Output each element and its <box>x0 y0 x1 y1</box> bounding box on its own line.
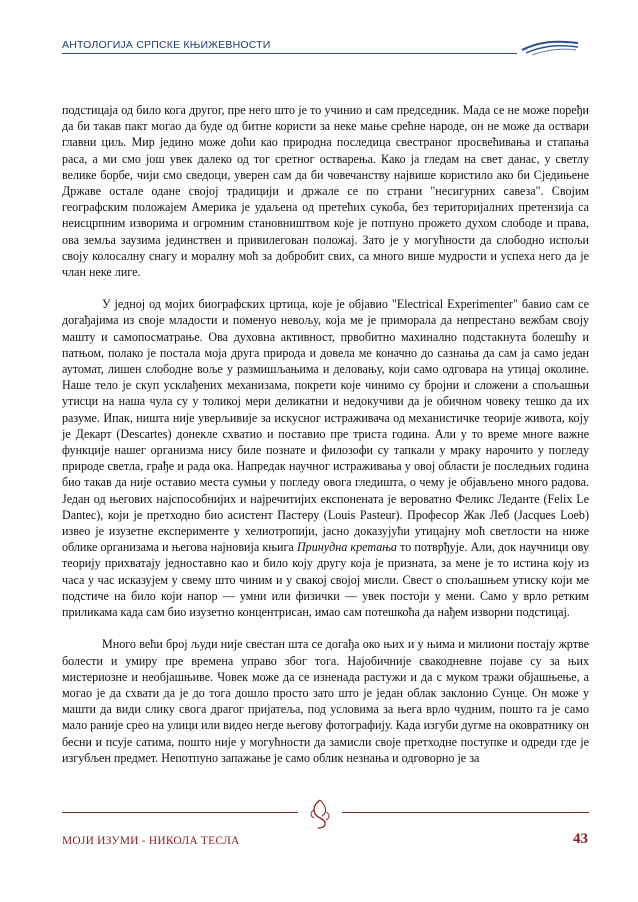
footer-rule <box>62 812 298 813</box>
body-text <box>62 102 589 766</box>
footer-rule <box>342 812 589 813</box>
page-number: 43 <box>573 831 588 847</box>
book-title: Принудна кретања <box>296 540 397 555</box>
paragraph-text: то потврђује. Али, док научници ову теорију прихватају једноставно као и било коју другу која је призната, за мене је то истина коју из часа у час исказујем у свему што чиним и у свакој својој мисли. Свест о спољашњем утиску који ме подстиче на било који напор — умни или физички — увек постоји у мени. Само у врло ретким приликама када сам био изузетно концентрисан, имао сам потешкоћа да нађем изворни подстицај. <box>62 540 589 620</box>
wave-ornament-icon <box>520 34 580 56</box>
running-footer: МОЈИ ИЗУМИ - НИКОЛА ТЕСЛА <box>62 835 240 847</box>
running-header: АНТОЛОГИЈА СРПСКЕ КЊИЖЕВНОСТИ <box>62 39 271 51</box>
flourish-ornament-icon <box>304 796 336 832</box>
paragraph: подстицаја од било кога другог, пре него што је то учинио и сам председник. Мада се не може поређи да би такав пакт могао да буде од битне користи за неке мање срећне народе, он не може да оствари главни циљ. Мир једино може доћи као природна последица свестраног просвећивања и стапања раса, а ми смо још увек далеко од тог сретног остварења. Како ја гледам на свет данас, у светлу велике борбе, чији смо сведоци, уверен сам да би човечанству највише користило ако би Сједињене Државе остале одане својој традицији и држале се по страни "несигурних савеза". Својим географским положајем Америка је удаљена од претећих сукоба, без територијалних претензија са неисцрпним изворима и огромним становништвом које је потпуно прожето духом слободе и права, ова земља заузима јединствен и привилегован положај. Зато је у могућности да слободно испољи своју колосалну снагу и моралну моћ за добробит свих, са много више мудрости и успеха него да је члан неке лиге. <box>62 103 589 280</box>
header-rule <box>62 53 517 54</box>
paragraph <box>62 296 589 620</box>
paragraph-text: У једној од мојих биографских цртица, које је објавио "Electrical Experimenter" бавио сам се догађајима из своје младости и поменуо невољу, која ме је приморала да непрестано вежбам своју машту и самопосматрање. Ова духовна активност, првобитно махинално подстакнута болешћу и патњом, полако је постала моја друга природа и довела ме коначно до сазнања да сам ја само један аутомат, лишен слободне воље у размишљањима и деловању, који само одговара на утицај околине. Наше тело је скуп усклађених механизама, покрети које чинимо су бројни и сложени а спољашњи утисци на наша чула су у толикој мери деликатни и недокучиви да је обичном човеку тешко да их разуме. Ипак, ништа није уверљивије за искусног истраживача од механистичке теорије живота, коју је Декарт (Descartes) донекле схватио и поставио пре триста година. Али у то време многе важне функције нашег организма нису биле познате и филозофи су тапкали у мраку нарочито у погледу природе светла, грађе и рада ока. Напредак научног истраживања у овој области је последњих година био такав да није оставио места сумњи у погледу овога гледишта, о чему је објављено много радова. Један од његових најспособнијих и најречитијих експонената је вероватно Феликс Леданте (Felix Le Dantec), који је претходно био асистент Пастеру (Louis Pasteur). Професор Жак Леб (Jacques Loeb) извео је изузетне експерименте у хелиотропији, јасно доказујући утицајну моћ светлости на ниже облике организама и његова најновија књига <box>62 297 589 555</box>
paragraph: Много већи број људи није свестан шта се догађа око њих и у њима и милиони постају жртве болести и умиру пре времена управо због тога. Најобичније свакодневне појаве су за њих мистериозне и необјашњиве. Човек може да се изненада растужи и да с муком тражи објашњење, а могао је да схвати да је до тога дошло просто зато што је један облак заклонио Сунце. Он може у машти да види слику свога драгог пријатеља, под условима за њега врло чудним, пошто га је само мало раније срео на улици или видео негде његову фотографију. Када изгуби дугме на оковратнику он бесни и псује сатима, пошто није у могућности да замисли своје претходне поступке и одреди где је изгубљен предмет. Непотпуно запажање је само облик незнања и одговорно је за <box>62 637 589 765</box>
